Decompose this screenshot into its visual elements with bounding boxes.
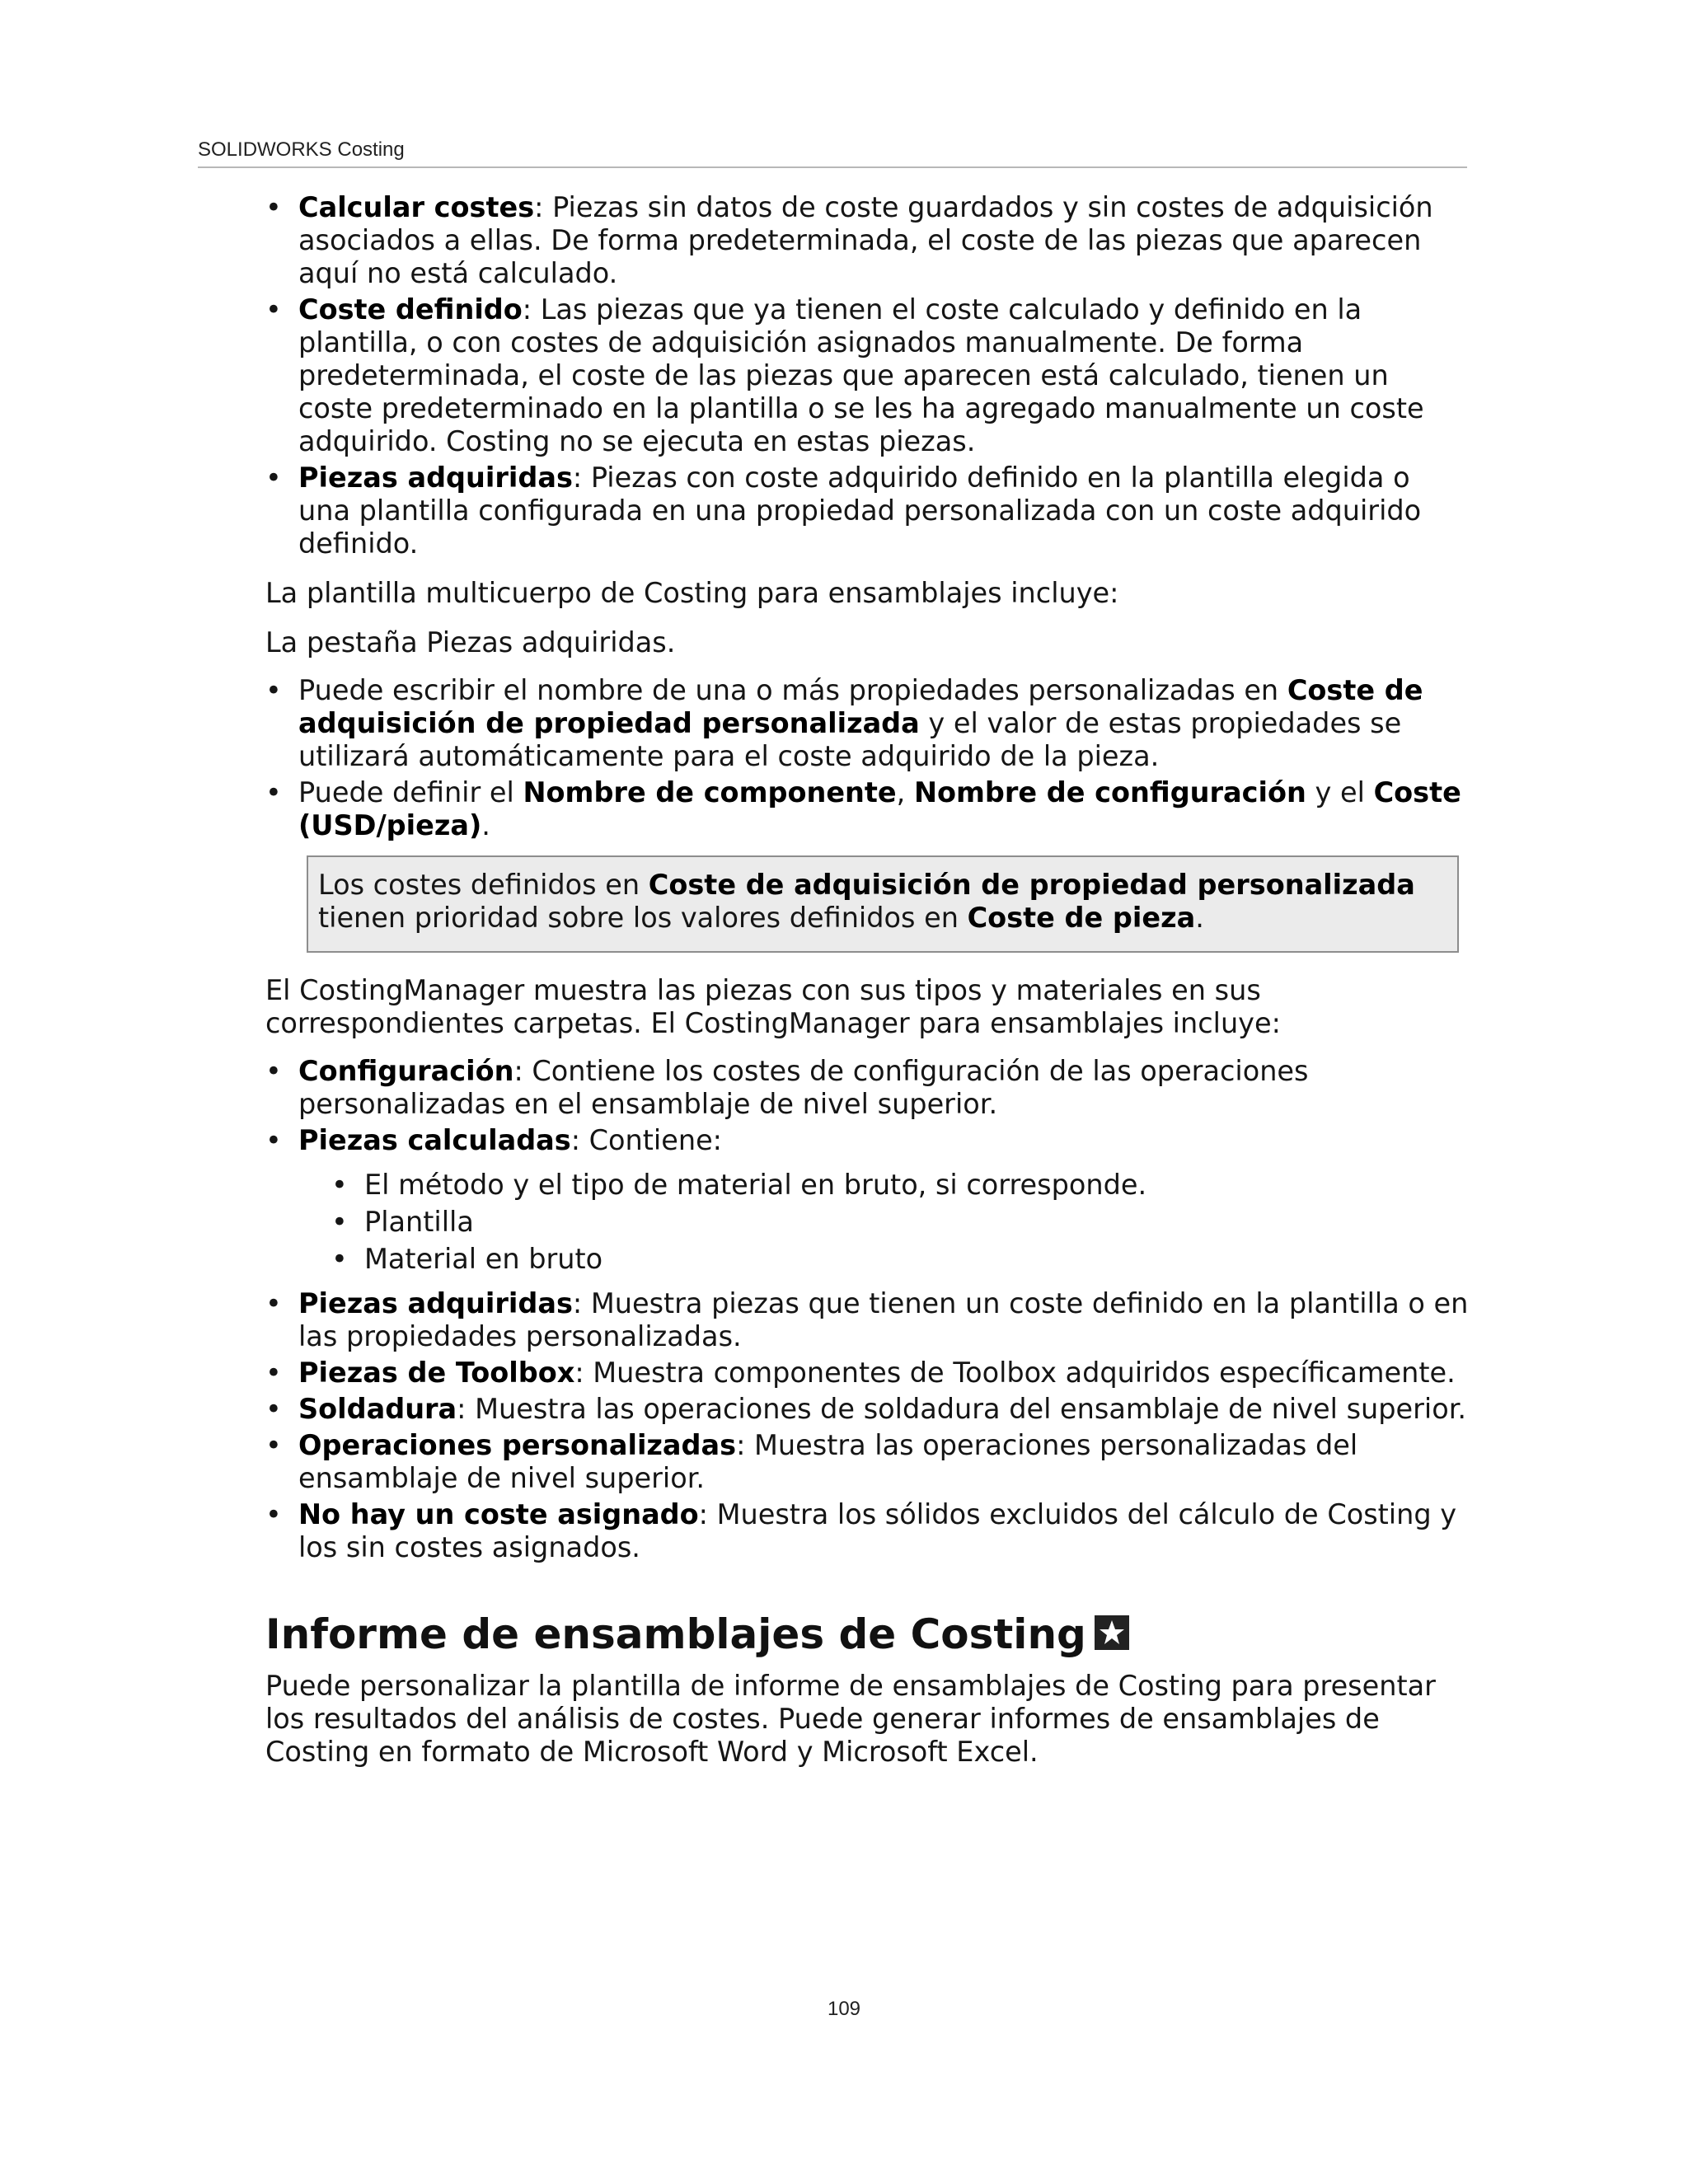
list-item-text: : Muestra componentes de Toolbox adquiridos específicamente. xyxy=(574,1357,1456,1389)
section-heading xyxy=(265,1610,1469,1658)
paragraph-costingmanager: El CostingManager muestra las piezas con sus tipos y materiales en sus correspondientes carpetas. El CostingManager para ensamblajes incluye: xyxy=(265,974,1281,1039)
note-text: Los costes definidos en xyxy=(318,869,649,901)
list-item-text: : Contiene: xyxy=(570,1124,722,1156)
note-term: Coste de pieza xyxy=(967,902,1196,934)
note-box xyxy=(307,855,1459,953)
sublist-item: • Plantilla xyxy=(298,1206,1469,1239)
section-body: Puede personalizar la plantilla de informe de ensamblajes de Costing para presentar los resultados del análisis de costes. Puede generar informes de ensamblajes de Costing en formato de Microsoft Word y Microsoft Excel. xyxy=(265,1670,1436,1768)
list-item-text: : Las piezas que ya tienen el coste calculado y definido en la plantilla, o con costes de adquisición asignados manualmente. De forma predeterminada, el coste de las piezas que aparecen está calculado, tienen un coste predeterminado en la plantilla o se les ha agregado manualmente un coste adquirido. Costing no se ejecuta en estas piezas. xyxy=(298,293,1424,457)
list-item-text: : Muestra los sólidos excluidos del cálculo de Costing y los sin costes asignados. xyxy=(298,1498,1457,1563)
list-item-term: Piezas de Toolbox xyxy=(298,1357,575,1389)
list-item-text: : Muestra las operaciones personalizadas del ensamblaje de nivel superior. xyxy=(298,1429,1358,1494)
list-item-text: : Piezas sin datos de coste guardados y sin costes de adquisición asociados a ellas. De forma predeterminada, el coste de las piezas que aparecen aquí no está calculado. xyxy=(298,191,1433,289)
list-item-text: : Muestra las operaciones de soldadura del ensamblaje de nivel superior. xyxy=(457,1393,1467,1425)
note-text: . xyxy=(1195,902,1204,934)
paragraph-multibody-template: La plantilla multicuerpo de Costing para ensamblajes incluye: xyxy=(265,577,1119,609)
calculated-parts-sublist xyxy=(298,1169,1469,1276)
list-item-text: y el valor de estas propiedades se utilizará automáticamente para el coste adquirido de la pieza. xyxy=(298,707,1402,772)
list-item xyxy=(265,462,1469,560)
note-term: Coste de adquisición de propiedad personalizada xyxy=(648,869,1415,901)
list-item xyxy=(265,1429,1469,1495)
sublist-item: • El método y el tipo de material en bruto, si corresponde. xyxy=(298,1169,1469,1202)
list-item-text: , xyxy=(896,776,914,808)
page-content xyxy=(265,191,1469,1769)
list-item xyxy=(265,776,1469,842)
list-item xyxy=(265,1055,1469,1121)
list-item xyxy=(265,1498,1469,1564)
list-item-term: Nombre de componente xyxy=(523,776,897,808)
list-item-term: Piezas adquiridas xyxy=(298,1287,573,1319)
list-item-term: Piezas adquiridas xyxy=(298,462,573,494)
list-item-text: Puede escribir el nombre de una o más propiedades personalizadas en xyxy=(298,674,1287,706)
status-folder-list xyxy=(265,191,1469,560)
list-item xyxy=(265,191,1469,290)
list-item-term: No hay un coste asignado xyxy=(298,1498,699,1530)
list-item xyxy=(265,293,1469,458)
list-item-term: Configuración xyxy=(298,1055,514,1087)
note-text: tienen prioridad sobre los valores definidos en xyxy=(318,902,968,934)
new-feature-star-icon xyxy=(1095,1615,1129,1650)
list-item-term: Coste definido xyxy=(298,293,523,326)
running-header: SOLIDWORKS Costing xyxy=(198,138,1467,168)
sublist-item: • Material en bruto xyxy=(298,1243,1469,1276)
page-number: 109 xyxy=(827,1998,861,2020)
list-item xyxy=(265,1287,1469,1353)
section-title: Informe de ensamblajes de Costing xyxy=(265,1610,1086,1658)
list-item-text: . xyxy=(481,809,490,841)
list-item-term: Calcular costes xyxy=(298,191,535,223)
list-item-text: : Muestra piezas que tienen un coste definido en la plantilla o en las propiedades personalizadas. xyxy=(298,1287,1469,1352)
list-item xyxy=(265,1124,1469,1276)
list-item-term: Nombre de configuración xyxy=(913,776,1306,808)
costingmanager-list xyxy=(265,1055,1469,1564)
paragraph-purchased-tab: La pestaña Piezas adquiridas. xyxy=(265,626,676,658)
list-item xyxy=(265,674,1469,773)
list-item-text: : Contiene los costes de configuración de las operaciones personalizadas en el ensamblaje de nivel superior. xyxy=(298,1055,1309,1120)
list-item-term: Operaciones personalizadas xyxy=(298,1429,737,1461)
list-item xyxy=(265,1357,1469,1390)
purchased-tab-list xyxy=(265,674,1469,842)
list-item-term: Coste (USD/pieza) xyxy=(298,776,1461,841)
list-item-text: : Piezas con coste adquirido definido en la plantilla elegida o una plantilla configurada en una propiedad personalizada con un coste adquirido definido. xyxy=(298,462,1422,560)
list-item-term: Coste de adquisición de propiedad personalizada xyxy=(298,674,1423,739)
list-item-text: Puede definir el xyxy=(298,776,523,808)
list-item-term: Soldadura xyxy=(298,1393,457,1425)
list-item-text: y el xyxy=(1306,776,1374,808)
list-item xyxy=(265,1393,1469,1426)
list-item-term: Piezas calculadas xyxy=(298,1124,571,1156)
